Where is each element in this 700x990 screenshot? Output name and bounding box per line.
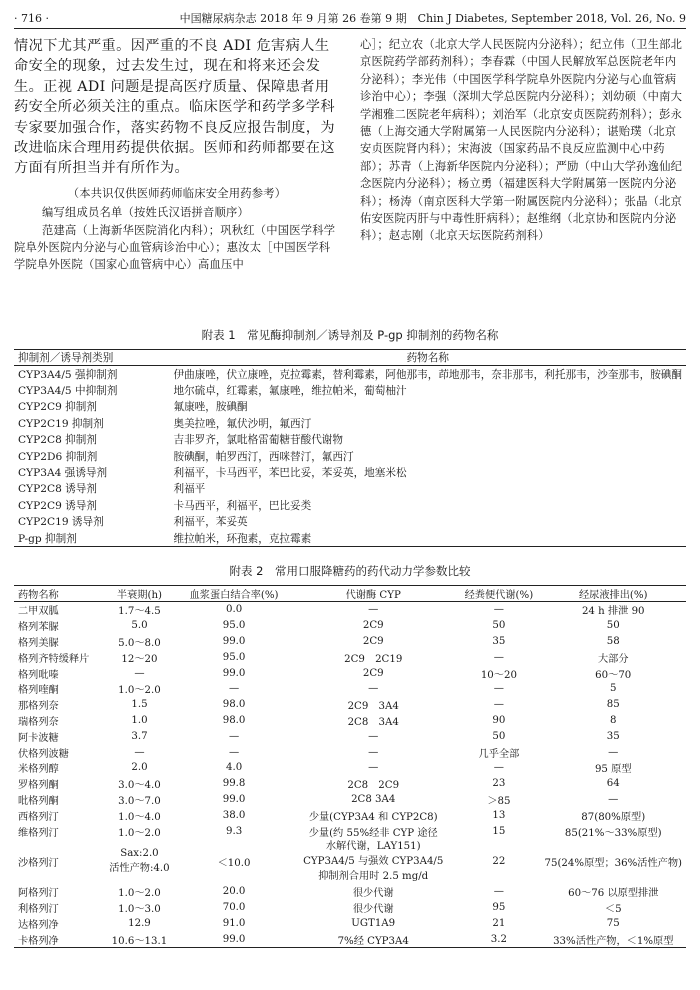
table2-cell: ＜10.0 bbox=[217, 857, 251, 869]
table1 bbox=[14, 349, 686, 547]
table2-row bbox=[14, 916, 686, 932]
table2-cell: 24 h 排泄 90 bbox=[581, 606, 645, 618]
table2-cell: 23 bbox=[492, 778, 506, 790]
table2-cell: 9.3 bbox=[225, 825, 243, 837]
table2-cell: 35 bbox=[492, 635, 506, 647]
table2-cell: 70.0 bbox=[222, 902, 246, 914]
table2-cell: 7%经 CYP3A4 bbox=[289, 931, 457, 947]
table2-cell: 二甲双胍 bbox=[18, 606, 59, 618]
table2-row bbox=[14, 792, 686, 808]
table2-cell: 很少代谢 bbox=[352, 888, 394, 900]
table2-row bbox=[14, 900, 686, 916]
table2-cell: 1.0～3.0 bbox=[118, 904, 161, 916]
table2-cell: ＞85 bbox=[487, 795, 511, 807]
journal-citation: 中国糖尿病杂志 2018 年 9 月第 26 卷第 9 期 Chin J Diabetes, September 2018, Vol. 26, No. 9 bbox=[179, 12, 686, 25]
table1-cell: 地尔硫卓，红霉素，氟康唑，维拉帕米，葡萄柚汁 bbox=[173, 385, 407, 398]
table1-cell: CYP2D6 抑制剂 bbox=[18, 450, 98, 463]
table2-cell: ＜5 bbox=[604, 904, 622, 916]
body-paragraph: 情况下尤其严重。因严重的不良 ADI 危害病人生命安全的现象，过去发生过，现在和将来还会发生。正视 ADI 问题是提高医疗质量、保障患者用药安全所必须关注的重点。临床医学和药学多学科专家要加强合作，落实药物不良反应报告制度，为改进临床合理用药提供依据。医师和药师都要在这方面有所担当并有所作为。 bbox=[14, 38, 335, 177]
table2-cell: 98.0 bbox=[222, 714, 246, 726]
table2-cell: 少量(CYP3A4 和 CYP2C8) bbox=[308, 811, 438, 823]
committee-heading: 编写组成员名单（按姓氏汉语拼音顺序） bbox=[42, 206, 249, 220]
table2-row bbox=[14, 823, 686, 839]
table2-cell: 85(21%～33%原型) bbox=[564, 827, 662, 839]
table2-cell: 90 bbox=[492, 714, 506, 726]
table2-cell: 瑞格列奈 bbox=[18, 716, 59, 728]
table1-row bbox=[14, 382, 686, 398]
table1-header-row bbox=[14, 350, 686, 366]
table2-cell: — bbox=[368, 604, 379, 616]
table1-cell: 奥美拉唑，氟伏沙明，氟西汀 bbox=[173, 417, 312, 430]
table2-cell: 阿卡波糖 bbox=[18, 732, 59, 744]
table2-cell: — bbox=[493, 651, 504, 663]
table2-cell: — bbox=[228, 683, 240, 695]
table2-cell: 格列喹酮 bbox=[18, 685, 59, 697]
table2-row bbox=[14, 931, 686, 947]
table2 bbox=[14, 585, 686, 948]
table2-cell: 2C9 bbox=[362, 620, 384, 632]
table2-cell: 很少代谢 bbox=[352, 904, 394, 916]
table1-row bbox=[14, 432, 686, 448]
table2-cell: — bbox=[368, 730, 379, 742]
committee-members-part1: 范建高（上海新华医院消化内科）；巩秋红（中国医学科学院阜外医院内分泌与心血管病诊治中心）；惠汝太［中国医学科学院阜外医院（国家心血管病中心）高血压中 bbox=[14, 223, 336, 272]
table2-cell: — bbox=[228, 730, 240, 742]
table2-cell: 2C8 2C9 bbox=[347, 780, 400, 792]
table2-cell: 3.0～4.0 bbox=[118, 780, 161, 792]
table1-cell: 胺碘酮，帕罗西汀，西咪替汀，氟西汀 bbox=[173, 450, 354, 463]
table2-row bbox=[14, 618, 686, 634]
table2-cell: 99.0 bbox=[179, 931, 289, 947]
table2-cell: 格列齐特缓释片 bbox=[18, 653, 90, 665]
table2-cell: 10～20 bbox=[480, 669, 517, 681]
table1-cell: P-gp 抑制剂 bbox=[14, 530, 170, 547]
table2-cell: 1.0～2.0 bbox=[118, 685, 161, 697]
table2-cell: 2C9 bbox=[362, 635, 384, 647]
table1-cell: 利福平，卡马西平，苯巴比妥，苯妥英，地塞米松 bbox=[173, 467, 407, 480]
table1-row bbox=[14, 366, 686, 383]
table2-cell: 8 bbox=[610, 714, 617, 726]
table1-caption: 附表 1 常见酶抑制剂／诱导剂及 P-gp 抑制剂的药物名称 bbox=[201, 328, 499, 342]
table2-cell: 1.0～2.0 bbox=[118, 827, 161, 839]
table2-cell: 99.8 bbox=[222, 778, 246, 790]
table2-cell: — bbox=[493, 699, 504, 711]
table2-cell: 2C8 3A4 bbox=[347, 716, 399, 728]
table2-cell: 几乎全部 bbox=[478, 748, 520, 760]
table2-cell: UGT1A9 bbox=[351, 917, 396, 929]
table2-row bbox=[14, 744, 686, 760]
table2-cell: 50 bbox=[492, 620, 506, 632]
table2-cell: 1.0～2.0 bbox=[118, 888, 161, 900]
table2-row bbox=[14, 681, 686, 697]
table2-cell: 利格列汀 bbox=[18, 904, 59, 916]
table2-cell: 50 bbox=[606, 620, 620, 632]
table2-cell: 吡格列酮 bbox=[18, 795, 59, 807]
table2-cell: — bbox=[608, 746, 619, 758]
table2-cell: 维格列汀 bbox=[18, 827, 59, 839]
table2-cell: 91.0 bbox=[222, 917, 246, 929]
table1-header-cell: 抑制剂／诱导剂类别 bbox=[14, 350, 170, 366]
table2-cell: 那格列奈 bbox=[18, 701, 59, 713]
table2-cell: 12.9 bbox=[128, 917, 151, 929]
table2-cell: 95.0 bbox=[222, 620, 246, 632]
table2-cell: 12～20 bbox=[121, 653, 158, 665]
table2-row bbox=[14, 776, 686, 792]
table2-row bbox=[14, 728, 686, 744]
table1-header-cell: 药物名称 bbox=[170, 350, 687, 366]
table2-cell: 95 原型 bbox=[594, 764, 632, 776]
table1-cell: CYP2C8 诱导剂 bbox=[18, 483, 97, 496]
table2-cell: 2.0 bbox=[131, 762, 148, 774]
table2-cell: 西格列汀 bbox=[18, 811, 59, 823]
table2-row bbox=[14, 697, 686, 713]
table2-row bbox=[14, 807, 686, 823]
table2-row bbox=[14, 602, 686, 618]
table2-header-cell: 代谢酶 CYP bbox=[289, 586, 457, 602]
table1-cell: 氟康唑，胺碘酮 bbox=[173, 401, 248, 414]
table1-cell: CYP2C19 诱导剂 bbox=[18, 516, 104, 529]
table2-header-cell: 药物名称 bbox=[14, 586, 100, 602]
table1-row bbox=[14, 448, 686, 464]
table1-cell: CYP2C8 抑制剂 bbox=[18, 434, 97, 447]
table2-cell: 大部分 bbox=[597, 653, 629, 665]
table2-cell: 64 bbox=[606, 778, 620, 790]
table2-cell: Sax:2.0 活性产物:4.0 bbox=[109, 848, 170, 875]
table2-cell: 卡格列净 bbox=[14, 931, 100, 947]
table2-cell: 2C9 2C19 bbox=[344, 653, 403, 665]
table1-cell: 利福平 bbox=[173, 483, 206, 496]
table1-cell: 伊曲康唑，伏立康唑，克拉霉素，替利霉素，阿他那韦，茚地那韦，奈非那韦，利托那韦，沙奎那韦，胺碘酮 bbox=[173, 368, 682, 381]
table2-cell: 98.0 bbox=[222, 699, 246, 711]
table2-cell: 达格列净 bbox=[18, 919, 59, 931]
table1-cell: CYP2C9 诱导剂 bbox=[18, 499, 97, 512]
table1-cell: 卡马西平，利福平，巴比妥类 bbox=[173, 499, 312, 512]
table2-cell: 33%活性产物，＜1%原型 bbox=[540, 931, 686, 947]
table2-cell: 格列苯脲 bbox=[18, 622, 59, 634]
table2-cell: 5.0～8.0 bbox=[118, 637, 161, 649]
table2-cell: 5.0 bbox=[131, 620, 148, 632]
table2-cell: 85 bbox=[606, 699, 620, 711]
table2-cell: — bbox=[493, 683, 504, 695]
table2-cell: — bbox=[134, 667, 145, 679]
table2-cell: 沙格列汀 bbox=[18, 857, 59, 869]
table2-cell: 3.7 bbox=[131, 730, 148, 742]
table2-cell: — bbox=[493, 604, 504, 616]
usage-statement: （本共识仅供医师药师临床安全用药参考） bbox=[67, 186, 287, 200]
table2-cell: 少量(约 55%经非 CYP 途径 bbox=[308, 827, 438, 839]
table2-caption: 附表 2 常用口服降糖药的药代动力学参数比较 bbox=[229, 564, 471, 578]
table2-cell: 水解代谢，LAY151) CYP3A4/5 与强效 CYP3A4/5 抑制剂合用时 2.5 mg/d bbox=[303, 840, 444, 882]
table2-cell: 阿格列汀 bbox=[18, 888, 59, 900]
table1-cell: 吉非罗齐，氯吡格雷葡糖苷酸代谢物 bbox=[173, 434, 343, 447]
table2-row bbox=[14, 634, 686, 650]
table2-cell: — bbox=[134, 746, 145, 758]
table1-cell: CYP3A4 强诱导剂 bbox=[18, 467, 108, 480]
table2-cell: 1.0 bbox=[131, 714, 148, 726]
table2-cell: 1.5 bbox=[131, 699, 148, 711]
table2-cell: 2C8 3A4 bbox=[351, 793, 396, 805]
table2-cell: 5 bbox=[610, 683, 617, 695]
table2-cell: 罗格列酮 bbox=[18, 780, 59, 792]
table2-header-cell: 半衰期(h) bbox=[100, 586, 179, 602]
table2-cell: 2C9 3A4 bbox=[347, 701, 399, 713]
table2-cell: 38.0 bbox=[222, 809, 246, 821]
table1-row bbox=[14, 481, 686, 497]
table2-cell: 3.2 bbox=[457, 931, 540, 947]
table2-cell: — bbox=[493, 762, 504, 774]
table2-cell: 10.6～13.1 bbox=[100, 931, 179, 947]
table2-header-cell: 经粪便代谢(%) bbox=[457, 586, 540, 602]
table2-cell: 35 bbox=[606, 730, 620, 742]
table2-cell: 0.0 bbox=[225, 604, 243, 616]
table2-cell: 99.0 bbox=[222, 667, 246, 679]
table2-cell: — bbox=[368, 762, 379, 774]
table2-cell: — bbox=[368, 746, 379, 758]
table2-cell: — bbox=[368, 683, 379, 695]
right-column bbox=[360, 36, 686, 245]
table2-cell: 格列吡嗪 bbox=[18, 669, 59, 681]
table2-row bbox=[14, 760, 686, 776]
table2-cell: 95.0 bbox=[222, 651, 246, 663]
table2-cell: 58 bbox=[606, 635, 620, 647]
table2-cell: 米格列醇 bbox=[18, 764, 59, 776]
table2-row bbox=[14, 839, 686, 884]
table2-cell: 格列美脲 bbox=[18, 637, 59, 649]
table2-cell: 21 bbox=[492, 917, 506, 929]
table1-cell: CYP3A4/5 中抑制剂 bbox=[18, 385, 118, 398]
table2-cell: — bbox=[493, 886, 504, 898]
table2-cell: 87(80%原型) bbox=[581, 811, 646, 823]
table2-row bbox=[14, 665, 686, 681]
table2-cell: 3.0～7.0 bbox=[118, 795, 161, 807]
page-number: · 716 · bbox=[14, 11, 49, 25]
table1-cell: 利福平，苯妥英 bbox=[173, 516, 248, 529]
table2-cell: 1.0～4.0 bbox=[118, 811, 161, 823]
table1-cell: 维拉帕米，环孢素，克拉霉素 bbox=[170, 530, 687, 547]
table1-cell: CYP2C19 抑制剂 bbox=[18, 417, 104, 430]
table2-cell: 75(24%原型；36%活性产物) bbox=[544, 857, 682, 869]
table2-cell: 2C9 bbox=[362, 667, 384, 679]
table2-cell: 75 bbox=[606, 917, 620, 929]
table2-row bbox=[14, 713, 686, 729]
table2-cell: — bbox=[228, 746, 240, 758]
table2-cell: 13 bbox=[492, 809, 506, 821]
table1-row bbox=[14, 415, 686, 431]
table2-cell: 15 bbox=[492, 825, 506, 837]
table2-cell: — bbox=[608, 793, 619, 805]
table2-cell: 99.0 bbox=[222, 793, 246, 805]
table2-header-cell: 经尿液排出(%) bbox=[540, 586, 686, 602]
table1-cell: CYP3A4/5 强抑制剂 bbox=[18, 368, 118, 381]
table2-header-cell: 血浆蛋白结合率(%) bbox=[179, 586, 289, 602]
table2-cell: 伏格列波糖 bbox=[18, 748, 69, 760]
table2-cell: 50 bbox=[492, 730, 506, 742]
table2-cell: 1.7～4.5 bbox=[118, 606, 161, 618]
table2-cell: 60～76 以原型排泄 bbox=[568, 888, 659, 900]
table1-row bbox=[14, 464, 686, 480]
table2-cell: 99.0 bbox=[222, 635, 246, 647]
table1-row bbox=[14, 514, 686, 530]
table2-row bbox=[14, 649, 686, 665]
table2-cell: 95 bbox=[492, 902, 506, 914]
committee-members-part2: 心］；纪立农（北京大学人民医院内分泌科）；纪立伟（卫生部北京医院药学部药剂科）；李春霖（中国人民解放军总医院老年内分泌科）；李光伟（中国医学科学院阜外医院内分泌与心血管病诊治中心）；李强（深圳大学总医院内分泌科）；刘幼硕（中南大学湘雅二医院老年病科）；刘治军（北京安贞医院药剂科）；彭永德（上海交通大学附属第一人民医院内分泌科）；谌贻璞（北京安贞医院肾内科）；宋海波（国家药品不良反应监测中心中药部）；苏青（上海新华医院内分泌科）；严励（中山大学孙逸仙纪念医院内分泌科）；杨立勇（福建医科大学附属第一医院内分泌科）；杨涛（南京医科大学第一附属医院内分泌科）；张晶（北京佑安医院丙肝与中毒性肝病科）；赵维纲（北京协和医院内分泌科）；赵志刚（北京天坛医院药剂科） bbox=[360, 38, 683, 243]
table1-row bbox=[14, 399, 686, 415]
table2-row bbox=[14, 884, 686, 900]
running-header bbox=[14, 8, 686, 29]
table2-cell: 60～70 bbox=[595, 669, 632, 681]
table2-header-row bbox=[14, 586, 686, 602]
table2-cell: 4.0 bbox=[225, 762, 243, 774]
table2-cell: 22 bbox=[492, 855, 506, 867]
table1-row bbox=[14, 497, 686, 513]
table2-cell: 20.0 bbox=[222, 886, 246, 898]
table1-cell: CYP2C9 抑制剂 bbox=[18, 401, 97, 414]
table1-row bbox=[14, 530, 686, 547]
left-column bbox=[14, 36, 340, 274]
